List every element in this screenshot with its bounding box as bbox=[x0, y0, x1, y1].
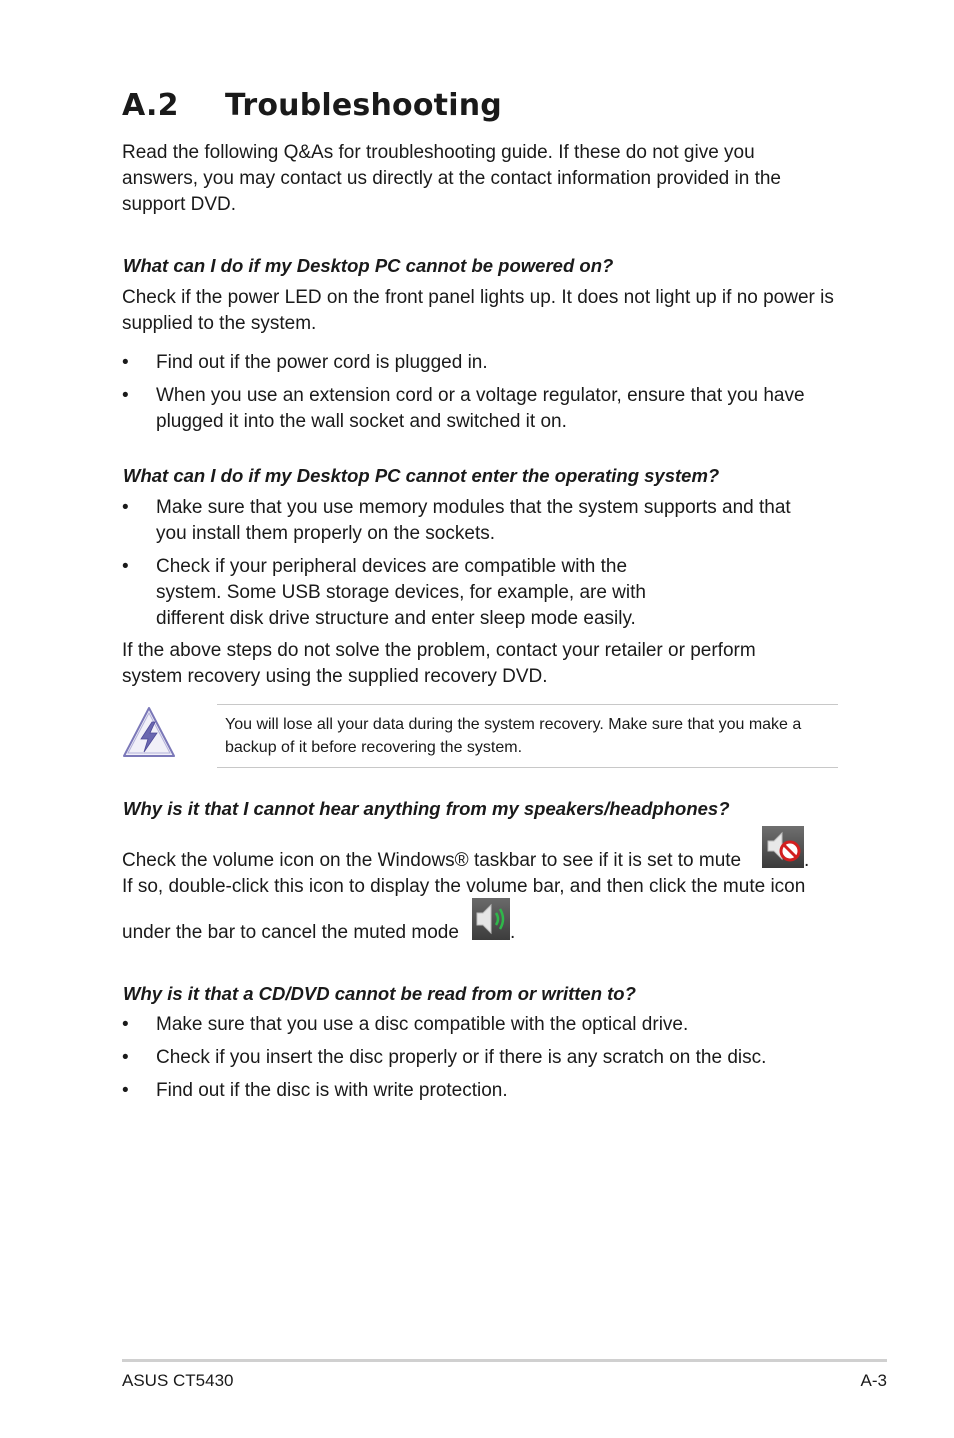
question-cd-dvd: Why is it that a CD/DVD cannot be read from or written to? bbox=[123, 983, 636, 1004]
question-speakers: Why is it that I cannot hear anything from my speakers/headphones? bbox=[123, 798, 730, 819]
bullet-dot: • bbox=[122, 497, 129, 518]
list-item-text: Make sure that you use memory modules that the system supports and that you install them properly on the sockets. bbox=[156, 497, 791, 544]
list-item bbox=[122, 554, 822, 632]
bullet-dot: • bbox=[122, 352, 129, 373]
list-item bbox=[122, 1012, 822, 1038]
list-item-text: Find out if the disc is with write protection. bbox=[156, 1080, 508, 1101]
recovery-paragraph: If the above steps do not solve the problem, contact your retailer or perform system recovery using the supplied recovery DVD. bbox=[122, 640, 756, 687]
list-item bbox=[122, 495, 822, 547]
bullet-dot: • bbox=[122, 1014, 129, 1035]
list-item bbox=[122, 383, 822, 435]
volume-check-text: Check the volume icon on the Windows® taskbar to see if it is set to mute bbox=[122, 850, 742, 871]
note-top-divider bbox=[217, 704, 838, 705]
list-item bbox=[122, 1045, 822, 1071]
intro-paragraph: Read the following Q&As for troubleshooting guide. If these do not give you answers, you may contact us directly at the contact information provided in the support DVD. bbox=[122, 142, 781, 215]
answer-power-on: Check if the power LED on the front panel lights up. It does not light up if no power is supplied to the system. bbox=[122, 287, 834, 334]
speaker-on-icon bbox=[472, 898, 510, 940]
bullet-dot: • bbox=[122, 556, 129, 577]
list-item-text: Make sure that you use a disc compatible with the optical drive. bbox=[156, 1014, 689, 1035]
list-item bbox=[122, 1078, 822, 1104]
footer-page-number: A-3 bbox=[860, 1371, 887, 1390]
period: . bbox=[804, 850, 810, 871]
footer-product-name: ASUS CT5430 bbox=[122, 1371, 234, 1390]
volume-bar-line: If so, double-click this icon to display the volume bar, and then click the mute icon bbox=[122, 876, 806, 897]
list-item-text: Find out if the power cord is plugged in. bbox=[156, 352, 488, 373]
warning-lightning-icon bbox=[122, 706, 176, 760]
note-bottom-divider bbox=[217, 767, 838, 768]
period: . bbox=[510, 922, 516, 943]
list-item-text: Check if your peripheral devices are compatible with the system. Some USB storage devices, for example, are with different disk drive structure and enter sleep mode easily. bbox=[156, 556, 646, 629]
volume-check-line bbox=[122, 848, 741, 874]
section-heading bbox=[122, 88, 502, 123]
bullet-dot: • bbox=[122, 385, 129, 406]
section-number: A.2 bbox=[122, 88, 179, 123]
footer-divider bbox=[122, 1359, 887, 1362]
note-text: You will lose all your data during the system recovery. Make sure that you make a backup of it before recovering the system. bbox=[225, 716, 802, 756]
section-title: Troubleshooting bbox=[225, 88, 502, 123]
question-operating-system: What can I do if my Desktop PC cannot enter the operating system? bbox=[123, 465, 720, 486]
bullet-dot: • bbox=[122, 1080, 129, 1101]
list-item bbox=[122, 350, 822, 376]
list-item-text: Check if you insert the disc properly or if there is any scratch on the disc. bbox=[156, 1047, 767, 1068]
bullet-dot: • bbox=[122, 1047, 129, 1068]
question-power-on: What can I do if my Desktop PC cannot be powered on? bbox=[123, 255, 614, 276]
list-item-text: When you use an extension cord or a voltage regulator, ensure that you have plugged it into the wall socket and switched it on. bbox=[156, 385, 805, 432]
cancel-mute-line: under the bar to cancel the muted mode bbox=[122, 922, 459, 943]
speaker-muted-icon bbox=[762, 826, 804, 868]
